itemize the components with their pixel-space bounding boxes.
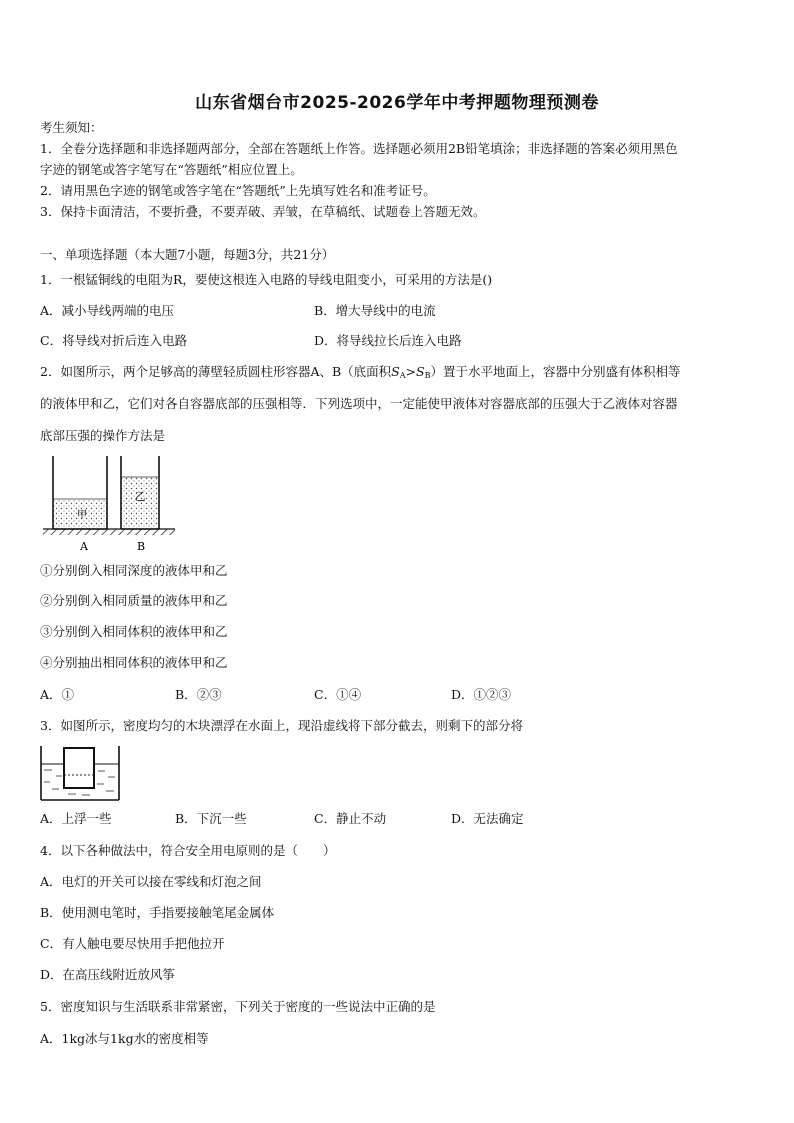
q2-option-a: A．① [40, 687, 75, 702]
q3-floating-block-figure [38, 742, 124, 802]
q4-option-a: A．电灯的开关可以接在零线和灯泡之间 [40, 874, 262, 889]
q4-stem: 4．以下各种做法中，符合安全用电原则的是（ ） [40, 843, 336, 858]
q5-stem: 5．密度知识与生活联系非常紧密，下列关于密度的一些说法中正确的是 [40, 999, 436, 1014]
q1-option-d: D．将导线拉长后连入电路 [314, 333, 462, 348]
q1-stem: 1．一根锰铜线的电阻为R，要使这根连入电路的导线电阻变小，可采用的方法是() [40, 272, 493, 287]
wooden-block [64, 748, 94, 788]
q2-stem-line2: 的液体甲和乙，它们对各自容器底部的压强相等．下列选项中，一定能使甲液体对容器底部的压强大于乙液体对容器 [40, 396, 678, 411]
q3-stem: 3．如图所示，密度均匀的木块漂浮在水面上，现沿虚线将下部分截去，则剩下的部分将 [40, 718, 523, 733]
q4-option-c: C．有人触电要尽快用手把他拉开 [40, 936, 225, 951]
page-title: 山东省烟台市2025-2026学年中考押题物理预测卷 [195, 93, 599, 113]
q2-choice-1: ①分别倒入相同深度的液体甲和乙 [40, 563, 228, 578]
q2-s-symbol-b: S [416, 364, 425, 379]
q2-option-c: C．①④ [314, 687, 362, 702]
q1-option-a: A．减小导线两端的电压 [40, 303, 175, 318]
q2-choice-3: ③分别倒入相同体积的液体甲和乙 [40, 624, 228, 639]
q5-option-a: A．1kg冰与1kg水的密度相等 [40, 1031, 209, 1046]
q2-stem-line3: 底部压强的操作方法是 [40, 428, 166, 443]
notice-heading: 考生须知： [40, 120, 103, 135]
notice-item-1b: 字迹的钢笔或答字笔写在“答题纸”相应位置上。 [40, 162, 303, 177]
ground [43, 529, 175, 535]
q2-gt: > [405, 364, 417, 379]
q2-containers-figure [40, 452, 180, 557]
container-label-a: A [80, 540, 88, 553]
q4-option-d: D．在高压线附近放风筝 [40, 967, 176, 982]
q2-stem-part2: ）置于水平地面上，容器中分别盛有体积相等 [430, 364, 681, 379]
q3-option-b: B．下沉一些 [175, 811, 247, 826]
q3-option-a: A．上浮一些 [40, 811, 112, 826]
container-label-b: B [136, 540, 146, 553]
q2-sub-a: A [399, 371, 406, 380]
q2-sub-b: B [424, 371, 431, 380]
q2-choice-2: ②分别倒入相同质量的液体甲和乙 [40, 593, 228, 608]
q3-option-d: D．无法确定 [451, 811, 524, 826]
notice-item-1a: 1．全卷分选择题和非选择题两部分，全部在答题纸上作答。选择题必须用2B铅笔填涂；非选择题的答案必须用黑色 [40, 141, 678, 156]
q2-stem-part1: 2．如图所示，两个足够高的薄壁轻质圆柱形容器A、B（底面积 [40, 364, 392, 379]
q2-option-d: D．①②③ [451, 687, 512, 702]
notice-item-2: 2．请用黑色字迹的钢笔或答字笔在“答题纸”上先填写姓名和准考证号。 [40, 183, 436, 198]
liquid-label-yi: 乙 [134, 490, 146, 503]
q2-choice-4: ④分别抽出相同体积的液体甲和乙 [40, 655, 228, 670]
q1-option-b: B．增大导线中的电流 [314, 303, 436, 318]
q4-option-b: B．使用测电笔时，手指要接触笔尾金属体 [40, 905, 275, 920]
notice-item-3: 3．保持卡面清洁，不要折叠，不要弄破、弄皱，在草稿纸、试题卷上答题无效。 [40, 204, 486, 219]
section-heading: 一、单项选择题（本大题7小题，每题3分，共21分） [40, 247, 335, 262]
q2-option-b: B．②③ [175, 687, 222, 702]
q3-option-c: C．静止不动 [314, 811, 387, 826]
q2-s-symbol-a: S [391, 364, 400, 379]
q1-option-c: C．将导线对折后连入电路 [40, 333, 188, 348]
liquid-label-jia: 甲 [77, 510, 87, 521]
q2-stem-line1 [40, 364, 681, 384]
